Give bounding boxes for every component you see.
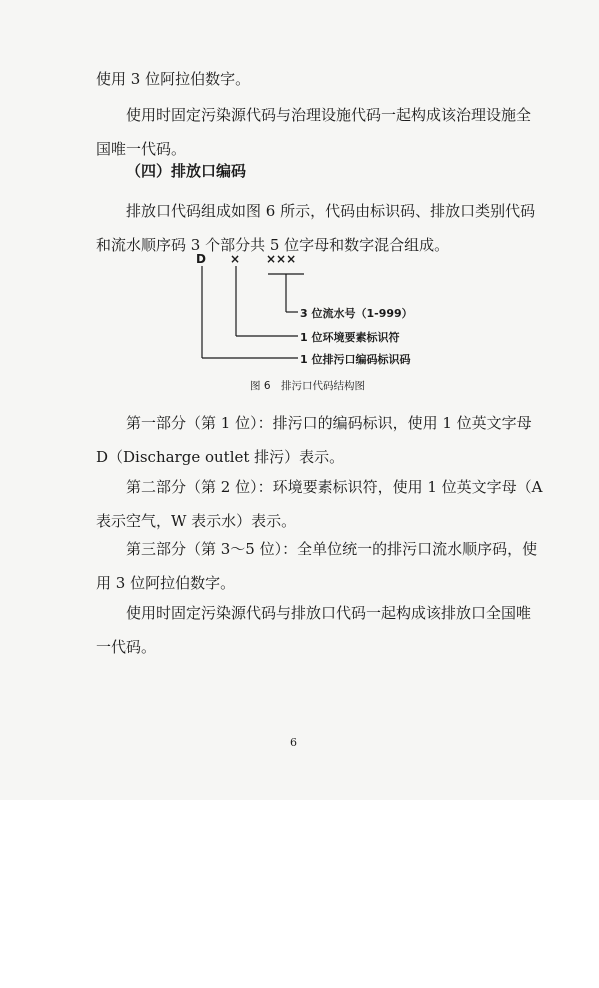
paragraph-part-one: 第一部分（第 1 位）：排污口的编码标识，使用 1 位英文字母 D（Discharge outlet 排污）表示。	[96, 414, 532, 466]
code-char-d: D	[196, 252, 206, 266]
label-env-identifier: 1 位环境要素标识符	[300, 331, 400, 344]
outlet-code-diagram	[180, 252, 480, 372]
figure-caption: 图 6 排污口代码结构图	[250, 380, 366, 392]
paragraph-part-two: 第二部分（第 2 位）：环境要素标识符，使用 1 位英文字母（A 表示空气，W 表示水）表示。	[96, 478, 543, 530]
label-serial-number: 3 位流水号（1-999）	[300, 307, 413, 320]
code-char-env: ×	[230, 252, 241, 266]
paragraph-part-three: 第三部分（第 3～5 位）：全单位统一的排污口流水顺序码，使用 3 位阿拉伯数字。	[96, 540, 538, 592]
paragraph-outlet-code-intro: 排放口代码组成如图 6 所示，代码由标识码、排放口类别代码和流水顺序码 3 个部分共 5 位字母和数字混合组成。	[96, 202, 536, 254]
paragraph-digits-1: 使用 3 位阿拉伯数字。	[96, 70, 251, 88]
section-heading: （四）排放口编码	[126, 162, 247, 180]
paragraph-facility-code: 使用时固定污染源代码与治理设施代码一起构成该治理设施全国唯一代码。	[96, 106, 532, 158]
paragraph-outlet-national-code: 使用时固定污染源代码与排放口代码一起构成该排放口全国唯一代码。	[96, 604, 532, 656]
page-number: 6	[290, 736, 297, 749]
label-outlet-identifier: 1 位排污口编码标识码	[300, 353, 411, 366]
code-char-serial: ×××	[266, 252, 297, 266]
